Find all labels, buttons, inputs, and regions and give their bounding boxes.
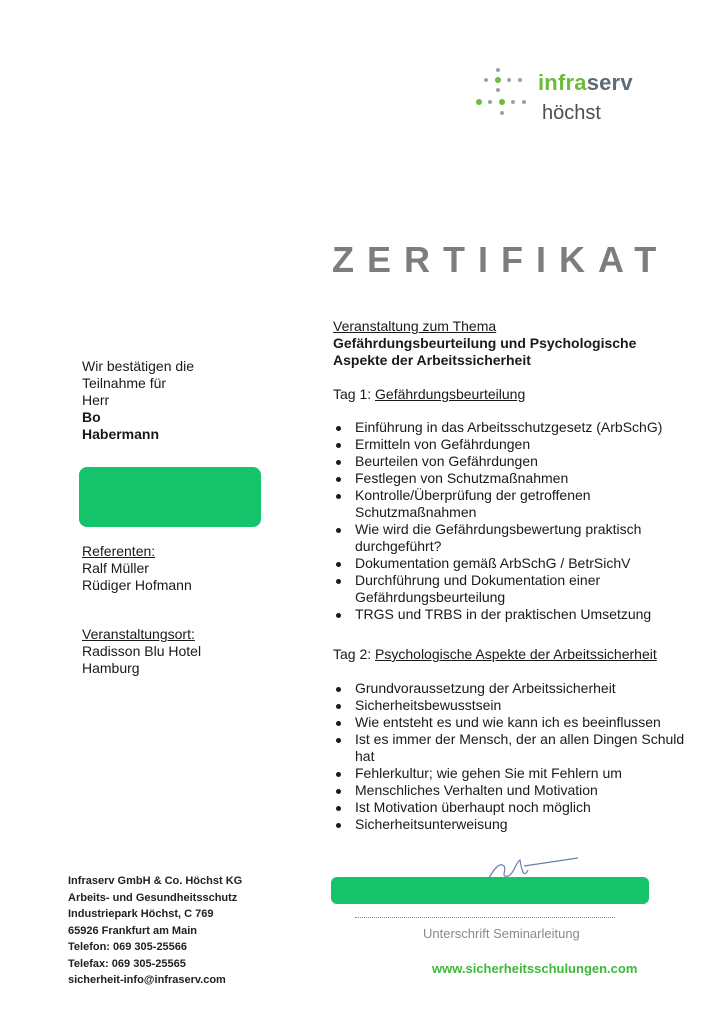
event-block: [333, 318, 636, 369]
logo-subtitle: höchst: [542, 102, 601, 124]
company-line: sicherheit-info@infraserv.com: [68, 974, 226, 986]
participant-first-name: Bo: [82, 409, 101, 425]
referent-name: Ralf Müller: [82, 560, 149, 576]
day1-heading: [333, 386, 525, 403]
signature-line: [355, 917, 615, 918]
confirm-line-2: Teilnahme für: [82, 375, 167, 391]
day2-heading: [333, 646, 657, 663]
list-item: Einführung in das Arbeitsschutzgesetz (ArbSchG): [333, 419, 713, 436]
list-item: Kontrolle/Überprüfung der getroffenen Schutzmaßnahmen: [333, 487, 605, 521]
venue-line: Radisson Blu Hotel: [82, 643, 202, 659]
infraserv-logo: [476, 62, 656, 128]
list-item: Beurteilen von Gefährdungen: [333, 453, 713, 470]
signature-label: Unterschrift Seminarleitung: [423, 926, 580, 941]
event-topic-label: Veranstaltung zum Thema: [333, 318, 497, 334]
confirm-line-1: Wir bestätigen die: [82, 358, 195, 374]
venue-heading: Veranstaltungsort:: [82, 626, 195, 642]
salutation: Herr: [82, 392, 110, 408]
logo-brand-infra: infra: [538, 70, 587, 95]
list-item: Grundvoraussetzung der Arbeitssicherheit: [333, 680, 713, 697]
participant-last-name: Habermann: [82, 426, 160, 442]
website-link[interactable]: www.sicherheitsschulungen.com: [432, 961, 638, 976]
list-item: Ermitteln von Gefährdungen: [333, 436, 713, 453]
redaction-box: [79, 467, 261, 527]
list-item: Sicherheitsbewusstsein: [333, 697, 713, 714]
company-address: [68, 873, 242, 989]
venue-line: Hamburg: [82, 660, 140, 676]
day1-title: Gefährdungsbeurteilung: [375, 386, 526, 402]
logo-dot-pattern-icon: [476, 66, 536, 124]
event-title-line-1: Gefährdungsbeurteilung und Psychologische: [333, 335, 637, 351]
day2-title: Psychologische Aspekte der Arbeitssicherheit: [375, 646, 657, 662]
list-item: Ist Motivation überhaupt noch möglich: [333, 799, 713, 816]
venue-block: [82, 626, 201, 677]
event-title-line-2: Aspekte der Arbeitssicherheit: [333, 352, 531, 368]
company-line: Industriepark Höchst, C 769: [68, 908, 214, 920]
company-line: 65926 Frankfurt am Main: [68, 924, 197, 937]
list-item: Wie entsteht es und wie kann ich es beeinflussen: [333, 714, 713, 731]
list-item: Fehlerkultur; wie gehen Sie mit Fehlern um: [333, 765, 713, 782]
list-item: TRGS und TRBS in der praktischen Umsetzung: [333, 606, 713, 623]
company-line: Telefon: 069 305-25566: [68, 941, 188, 953]
list-item: Sicherheitsunterweisung: [333, 816, 713, 833]
list-item: Dokumentation gemäß ArbSchG / BetrSichV: [333, 555, 713, 572]
day2-topic-list: [333, 680, 713, 833]
list-item: Menschliches Verhalten und Motivation: [333, 782, 713, 799]
logo-brand: [538, 70, 633, 96]
referents-heading: Referenten:: [82, 543, 156, 559]
redaction-box: [331, 877, 649, 904]
referents-block: [82, 543, 192, 594]
company-line: Infraserv GmbH & Co. Höchst KG: [68, 875, 243, 887]
company-line: Telefax: 069 305-25565: [68, 957, 186, 970]
day1-topic-list: [333, 419, 713, 623]
logo-brand-serv: serv: [586, 70, 633, 95]
company-line: Arbeits- und Gesundheitsschutz: [68, 891, 238, 904]
list-item: Ist es immer der Mensch, der an allen Dingen Schuld hat: [333, 731, 685, 765]
certificate-title: ZERTIFIKAT: [332, 239, 670, 280]
list-item: Festlegen von Schutzmaßnahmen: [333, 470, 713, 487]
participant-block: [82, 358, 194, 443]
list-item: Durchführung und Dokumentation einer Gefährdungsbeurteilung: [333, 572, 625, 606]
list-item: Wie wird die Gefährdungsbewertung praktisch durchgeführt?: [333, 521, 655, 555]
referent-name: Rüdiger Hofmann: [82, 577, 192, 593]
day2-prefix: Tag 2:: [333, 646, 376, 662]
day1-prefix: Tag 1:: [333, 386, 376, 402]
